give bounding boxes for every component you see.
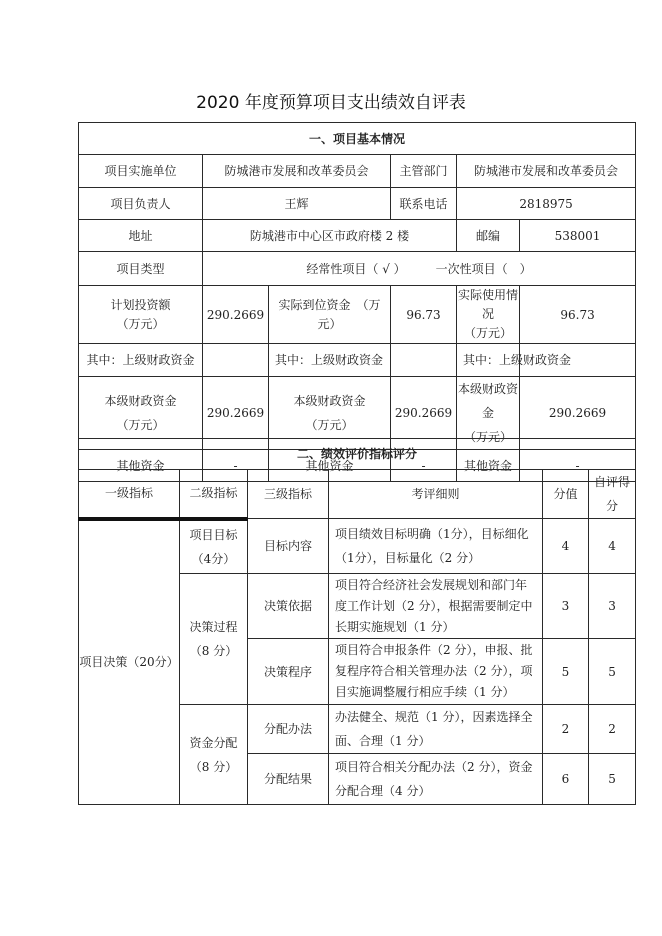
label-superior-funds-2: 其中：上级财政资金 [269,344,391,377]
value-local-funds-3: 290.2669 [520,377,636,450]
col-header-detail: 考评细则 [329,470,543,519]
value-superior-funds-1 [203,344,269,377]
self-score-cell: 5 [589,639,636,705]
label-postcode: 邮编 [457,220,520,252]
level3-cell: 分配结果 [248,754,329,805]
label-planned-investment-line1: 计划投资额 [110,297,171,312]
label-other-funds-3: 其他资金 [457,450,520,482]
value-cell: 2 [543,705,589,754]
value-cell: 3 [543,574,589,639]
value-cell: 4 [543,519,589,574]
value-implementing-unit: 防城港市发展和改革委员会 [203,155,391,188]
label-address: 地址 [79,220,203,252]
col-header-value: 分值 [543,470,589,519]
level3-cell: 决策依据 [248,574,329,639]
level3-cell: 分配办法 [248,705,329,754]
label-project-type: 项目类型 [79,252,203,286]
level2-decision-process-name: 决策过程 [189,620,238,634]
value-actual-funds: 96.73 [391,286,457,344]
label-actual-usage-line2: （万元） [463,326,512,340]
col-header-level1: 一级指标 [79,470,180,519]
value-actual-usage: 96.73 [520,286,636,344]
label-local-funds-2-line1: 本级财政资金 [293,394,366,408]
label-other-funds-2: 其他资金 [269,450,391,482]
detail-cell: 项目符合申报条件（2 分），申报、批复程序符合相关管理办法（2 分），项目实施调整履行相应手续（1 分） [329,639,543,705]
label-phone: 联系电话 [391,188,457,220]
detail-cell: 办法健全、规范（1 分），因素选择全面、合理（1 分） [329,705,543,754]
self-score-cell: 3 [589,574,636,639]
value-cell: 6 [543,754,589,805]
detail-cell: 项目符合经济社会发展规划和部门年度工作计划（2 分），根据需要制定中长期实施规划（1 分） [329,574,543,639]
value-project-lead: 王辉 [203,188,391,220]
label-local-funds-3-line2: （万元） [463,430,512,444]
col-header-level2: 二级指标 [180,470,248,519]
col-header-self-score-line1: 自评得 [594,475,631,489]
level2-decision-process-score: （8 分） [189,644,238,658]
label-actual-usage-line1: 实际使用情况 [457,288,518,321]
label-superior-funds-1: 其中：上级财政资金 [79,344,203,377]
label-local-funds-2-line2: （万元） [305,418,354,432]
level2-fund-allocation-score: （8 分） [189,759,238,774]
label-planned-investment [79,286,203,344]
label-local-funds-1-line1: 本级财政资金 [104,394,177,408]
label-actual-funds-line1: 实际到位资金 （万 [278,297,381,312]
basic-info-table [78,122,636,482]
label-planned-investment-line2: （万元） [116,316,165,331]
self-score-cell: 5 [589,754,636,805]
value-other-funds-3: - [520,450,636,482]
level2-decision-process [180,574,248,705]
value-planned-investment: 290.2669 [203,286,269,344]
label-supervising-dept: 主管部门 [391,155,457,188]
col-header-level3: 三级指标 [248,470,329,519]
value-address: 防城港市中心区市政府楼 2 楼 [203,220,457,252]
value-supervising-dept: 防城港市发展和改革委员会 [457,155,636,188]
page-title: 2020 年度预算项目支出绩效自评表 [196,93,466,113]
value-local-funds-1: 290.2669 [203,377,269,450]
col-header-self-score-line2: 分 [606,499,619,513]
value-local-funds-2: 290.2669 [391,377,457,450]
label-actual-usage [457,286,520,344]
label-superior-funds-3: 其中：上级财政资金 [457,344,520,377]
value-other-funds-2: - [391,450,457,482]
level2-fund-allocation-name: 资金分配 [189,735,238,750]
label-local-funds-3-line1: 本级财政资金 [457,382,518,420]
value-project-type: 经常性项目（ √ ） 一次性项目（ ） [203,252,636,286]
label-actual-funds-line2: 元） [317,316,342,331]
level2-project-goal-name: 项目目标 [189,527,238,542]
level3-cell: 决策程序 [248,639,329,705]
level3-cell: 目标内容 [248,519,329,574]
value-postcode: 538001 [520,220,636,252]
value-superior-funds-2 [391,344,457,377]
section-heading-evaluation: 二、绩效评价指标评分 [79,439,636,470]
level2-fund-allocation [180,705,248,805]
col-header-self-score [589,470,636,519]
label-local-funds-1-line2: （万元） [116,418,165,432]
detail-cell: 项目符合相关分配办法（2 分），资金分配合理（4 分） [329,754,543,805]
self-score-cell: 4 [589,519,636,574]
level1-project-decision: 项目决策（20分） [79,519,180,805]
label-implementing-unit: 项目实施单位 [79,155,203,188]
level2-project-goal-score: （4分） [191,551,236,566]
label-project-lead: 项目负责人 [79,188,203,220]
self-score-cell: 2 [589,705,636,754]
value-other-funds-1: - [203,450,269,482]
value-cell: 5 [543,639,589,705]
value-phone: 2818975 [457,188,636,220]
label-actual-funds [269,286,391,344]
label-other-funds-1: 其他资金 [79,450,203,482]
level2-project-goal [180,519,248,574]
section-heading-basic: 一、项目基本情况 [79,123,636,155]
evaluation-table [78,438,636,805]
detail-cell: 项目绩效目标明确（1分），目标细化（1分），目标量化（2 分） [329,519,543,574]
